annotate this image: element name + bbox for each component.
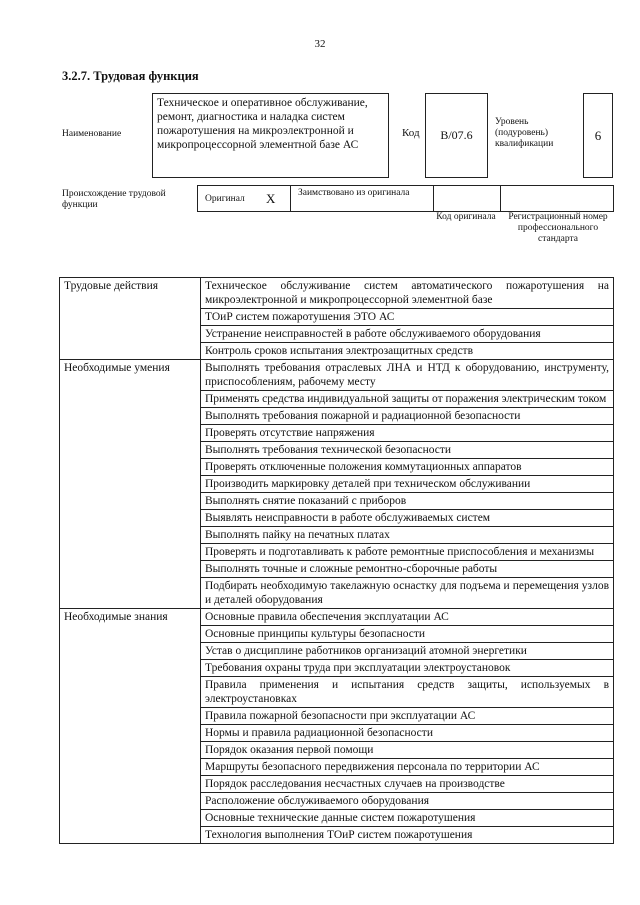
reg-number-caption: Регистрационный номер профессионального стандарта [508, 212, 608, 244]
section-item: Устав о дисциплине работников организаций атомной энергетики [201, 643, 614, 660]
section-item: Требования охраны труда при эксплуатации электроустановок [201, 660, 614, 677]
origin-row [197, 185, 614, 212]
level-value: 6 [594, 127, 602, 143]
original-label: Оригинал [205, 194, 245, 204]
table-row [60, 360, 614, 391]
page-number: 32 [314, 38, 326, 50]
section-item: Правила применения и испытания средств защиты, используемых в электроустановках [201, 677, 614, 708]
table-row [60, 278, 614, 309]
section-item: Нормы и правила радиационной безопасности [201, 725, 614, 742]
code-box [425, 93, 488, 178]
section-item: Производить маркировку деталей при техническом обслуживании [201, 476, 614, 493]
section-item: Выполнять требования отраслевых ЛНА и НТД к оборудованию, инструменту, приспособлениям, рабочему месту [201, 360, 614, 391]
section-item: Выявлять неисправности в работе обслуживаемых систем [201, 510, 614, 527]
original-mark: X [266, 191, 276, 206]
function-details-table [59, 277, 614, 844]
section-item: Устранение неисправностей в работе обслуживаемого оборудования [201, 326, 614, 343]
section-item: Маршруты безопасного передвижения персонала по территории АС [201, 759, 614, 776]
code-original-caption: Код оригинала [436, 212, 496, 222]
origin-label: Происхождение трудовой функции [62, 189, 166, 210]
name-label: Наименование [62, 129, 122, 139]
section-item: Правила пожарной безопасности при эксплуатации АС [201, 708, 614, 725]
section-item: Выполнять снятие показаний с приборов [201, 493, 614, 510]
section-item: Проверять и подготавливать к работе ремонтные приспособления и механизмы [201, 544, 614, 561]
function-details-body [60, 278, 614, 844]
table-row [60, 609, 614, 626]
code-label: Код [402, 127, 420, 139]
section-item: Проверять отключенные положения коммутационных аппаратов [201, 459, 614, 476]
section-item: Порядок оказания первой помощи [201, 742, 614, 759]
section-item: Применять средства индивидуальной защиты от поражения электрическим током [201, 391, 614, 408]
level-label: Уровень (подуровень) квалификации [495, 117, 554, 149]
origin-divider-2 [433, 186, 434, 211]
section-item: Выполнять требования пожарной и радиационной безопасности [201, 408, 614, 425]
section-title: Необходимые знания [60, 609, 201, 844]
section-title: Необходимые умения [60, 360, 201, 609]
section-item: Выполнять пайку на печатных платах [201, 527, 614, 544]
section-item: ТОиР систем пожаротушения ЭТО АС [201, 309, 614, 326]
origin-divider-3 [500, 186, 501, 211]
section-item: Подбирать необходимую такелажную оснастку для подъема и перемещения узлов и деталей оборудования [201, 578, 614, 609]
section-item: Основные принципы культуры безопасности [201, 626, 614, 643]
section-item: Техническое обслуживание систем автоматического пожаротушения на микроэлектронной и микропроцессорной элементной базе [201, 278, 614, 309]
section-item: Основные технические данные систем пожаротушения [201, 810, 614, 827]
function-name-box [152, 93, 389, 178]
level-box [583, 93, 613, 178]
section-item: Основные правила обеспечения эксплуатации АС [201, 609, 614, 626]
section-item: Порядок расследования несчастных случаев на производстве [201, 776, 614, 793]
function-name-value: Техническое и оперативное обслуживание, ремонт, диагностика и наладка систем пожаротушения на микроэлектронной и микропроцессорной элементной базе АС [157, 97, 368, 151]
section-item: Технология выполнения ТОиР систем пожаротушения [201, 827, 614, 844]
origin-divider-1 [290, 186, 291, 211]
code-value: В/07.6 [440, 128, 473, 142]
section-item: Контроль сроков испытания электрозащитных средств [201, 343, 614, 360]
section-item: Выполнять точные и сложные ремонтно-сборочные работы [201, 561, 614, 578]
section-item: Выполнять требования технической безопасности [201, 442, 614, 459]
section-heading: 3.2.7. Трудовая функция [62, 69, 199, 83]
borrowed-label: Заимствовано из оригинала [298, 188, 410, 198]
section-title: Трудовые действия [60, 278, 201, 360]
section-item: Расположение обслуживаемого оборудования [201, 793, 614, 810]
section-item: Проверять отсутствие напряжения [201, 425, 614, 442]
